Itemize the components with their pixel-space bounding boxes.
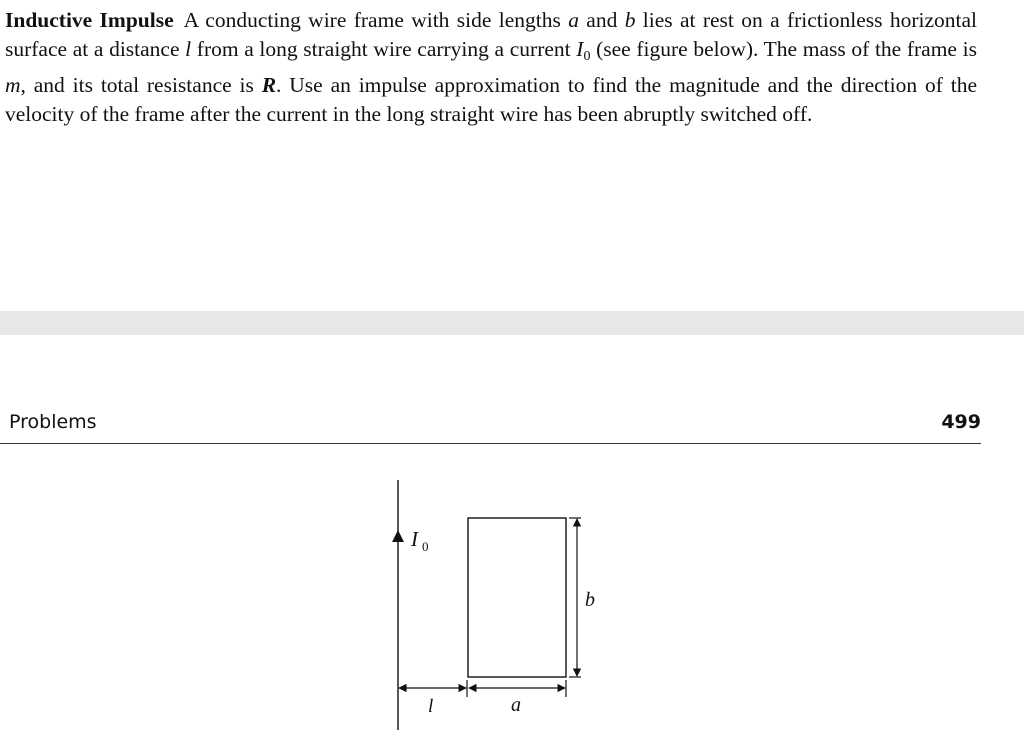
variable-current: I <box>576 37 584 61</box>
problem-text-segment: lies at rest on a frictionless horizontal surface at a distance <box>5 8 977 61</box>
header-rule <box>0 443 981 444</box>
problem-text-segment: , and its total resistance is <box>20 73 262 97</box>
wire-frame-figure <box>380 475 620 735</box>
problem-title: Inductive Impulse <box>5 8 174 32</box>
variable-r: R <box>261 73 277 97</box>
problem-text-segment: and <box>578 8 625 32</box>
section-running-head: Problems <box>9 411 97 433</box>
variable-current-subscript: 0 <box>583 49 591 64</box>
problem-text-segment: (see figure below). The mass of the frame is <box>590 37 977 61</box>
dimension-b-label: b <box>585 589 595 611</box>
variable-b: b <box>624 8 636 32</box>
conducting-frame <box>468 518 566 677</box>
page-number: 499 <box>941 411 981 433</box>
variable-a: a <box>568 8 579 32</box>
current-arrow-icon <box>392 530 404 542</box>
page-separator-band <box>0 311 1024 335</box>
variable-l: l <box>185 37 192 61</box>
dimension-a-label: a <box>511 694 521 716</box>
current-label-subscript: 0 <box>422 539 429 554</box>
problem-text-segment: from a long straight wire carrying a current <box>191 37 577 61</box>
current-label: I <box>411 527 418 551</box>
problem-text-segment: . Use an impulse approximation to find the magnitude and the direction of the velocity of the frame after the current in the long straight wire has been abruptly switched off. <box>5 73 977 126</box>
problem-text-segment: A conducting wire frame with side lengths <box>183 8 569 32</box>
dimension-l-label: l <box>428 696 434 717</box>
variable-m: m <box>5 73 21 97</box>
problem-statement <box>5 6 977 129</box>
